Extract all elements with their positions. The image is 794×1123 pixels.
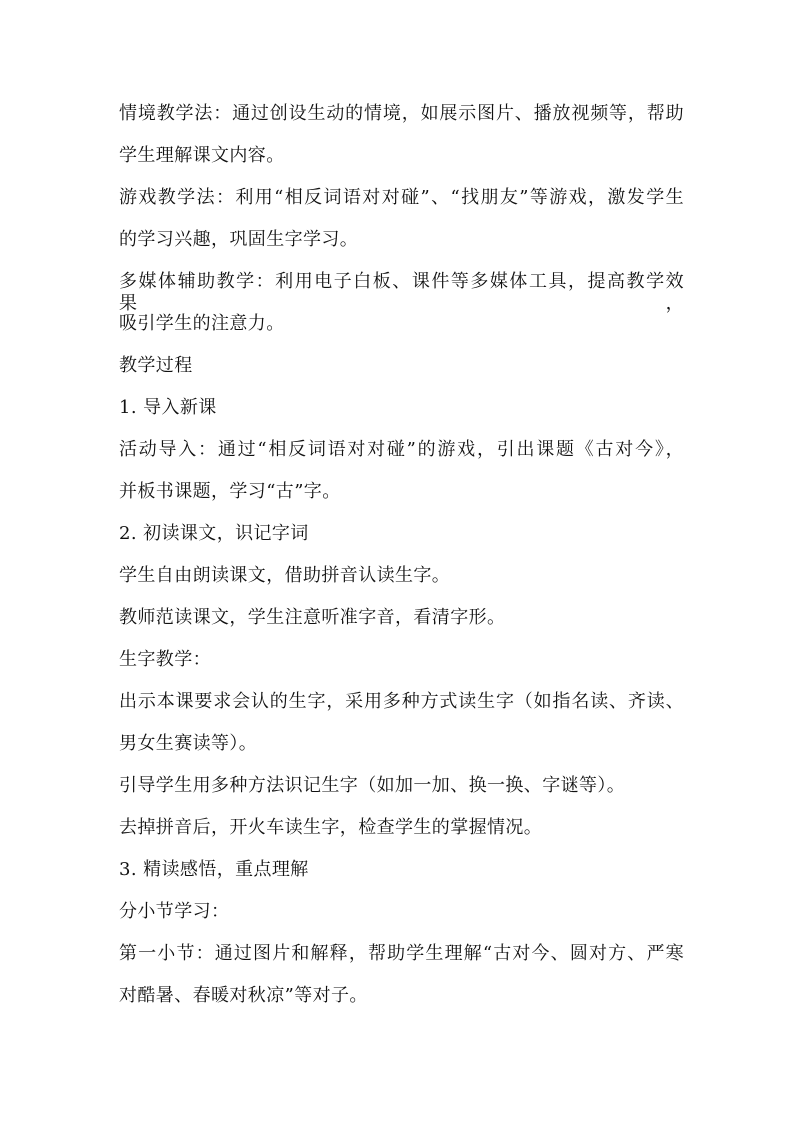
subsection-heading: 1. 导入新课 — [119, 397, 217, 418]
section-heading: 教学过程 — [119, 355, 193, 376]
paragraph-line: 第一小节：通过图片和解释，帮助学生理解“古对今、圆对方、严寒 — [119, 943, 684, 964]
paragraph-line: 去掉拼音后，开火车读生字，检查学生的掌握情况。 — [119, 817, 543, 838]
paragraph-line: 吸引学生的注意力。 — [119, 313, 285, 334]
paragraph-line: 活动导入：通过“相反词语对对碰”的游戏，引出课题《古对今》， — [119, 439, 684, 460]
paragraph-line: 游戏教学法：利用“相反词语对对碰”、“找朋友”等游戏，激发学生 — [119, 187, 684, 208]
paragraph-line: 情境教学法：通过创设生动的情境，如展示图片、播放视频等，帮助 — [119, 103, 684, 124]
paragraph-line: 男女生赛读等）。 — [119, 733, 258, 754]
paragraph-line: 的学习兴趣，巩固生字学习。 — [119, 229, 359, 250]
paragraph-line: 出示本课要求会认的生字，采用多种方式读生字（如指名读、齐读、 — [119, 691, 684, 712]
document-body — [119, 103, 684, 1027]
paragraph-line: 并板书课题，学习“古”字。 — [119, 481, 341, 502]
subsection-heading: 3. 精读感悟，重点理解 — [119, 859, 309, 880]
paragraph-line: 学生理解课文内容。 — [119, 145, 285, 166]
paragraph-line: 对酷暑、春暖对秋凉”等对子。 — [119, 985, 368, 1006]
paragraph-line: 教师范读课文，学生注意听准字音，看清字形。 — [119, 607, 506, 628]
paragraph-line: 学生自由朗读课文，借助拼音认读生字。 — [119, 565, 451, 586]
paragraph-line: 分小节学习： — [119, 901, 230, 922]
paragraph-line: 生字教学： — [119, 649, 211, 670]
paragraph-line: 多媒体辅助教学：利用电子白板、课件等多媒体工具，提高教学效果， — [119, 271, 684, 314]
paragraph-line: 引导学生用多种方法识记生字（如加一加、换一换、字谜等）。 — [119, 775, 626, 796]
subsection-heading: 2. 初读课文，识记字词 — [119, 523, 309, 544]
